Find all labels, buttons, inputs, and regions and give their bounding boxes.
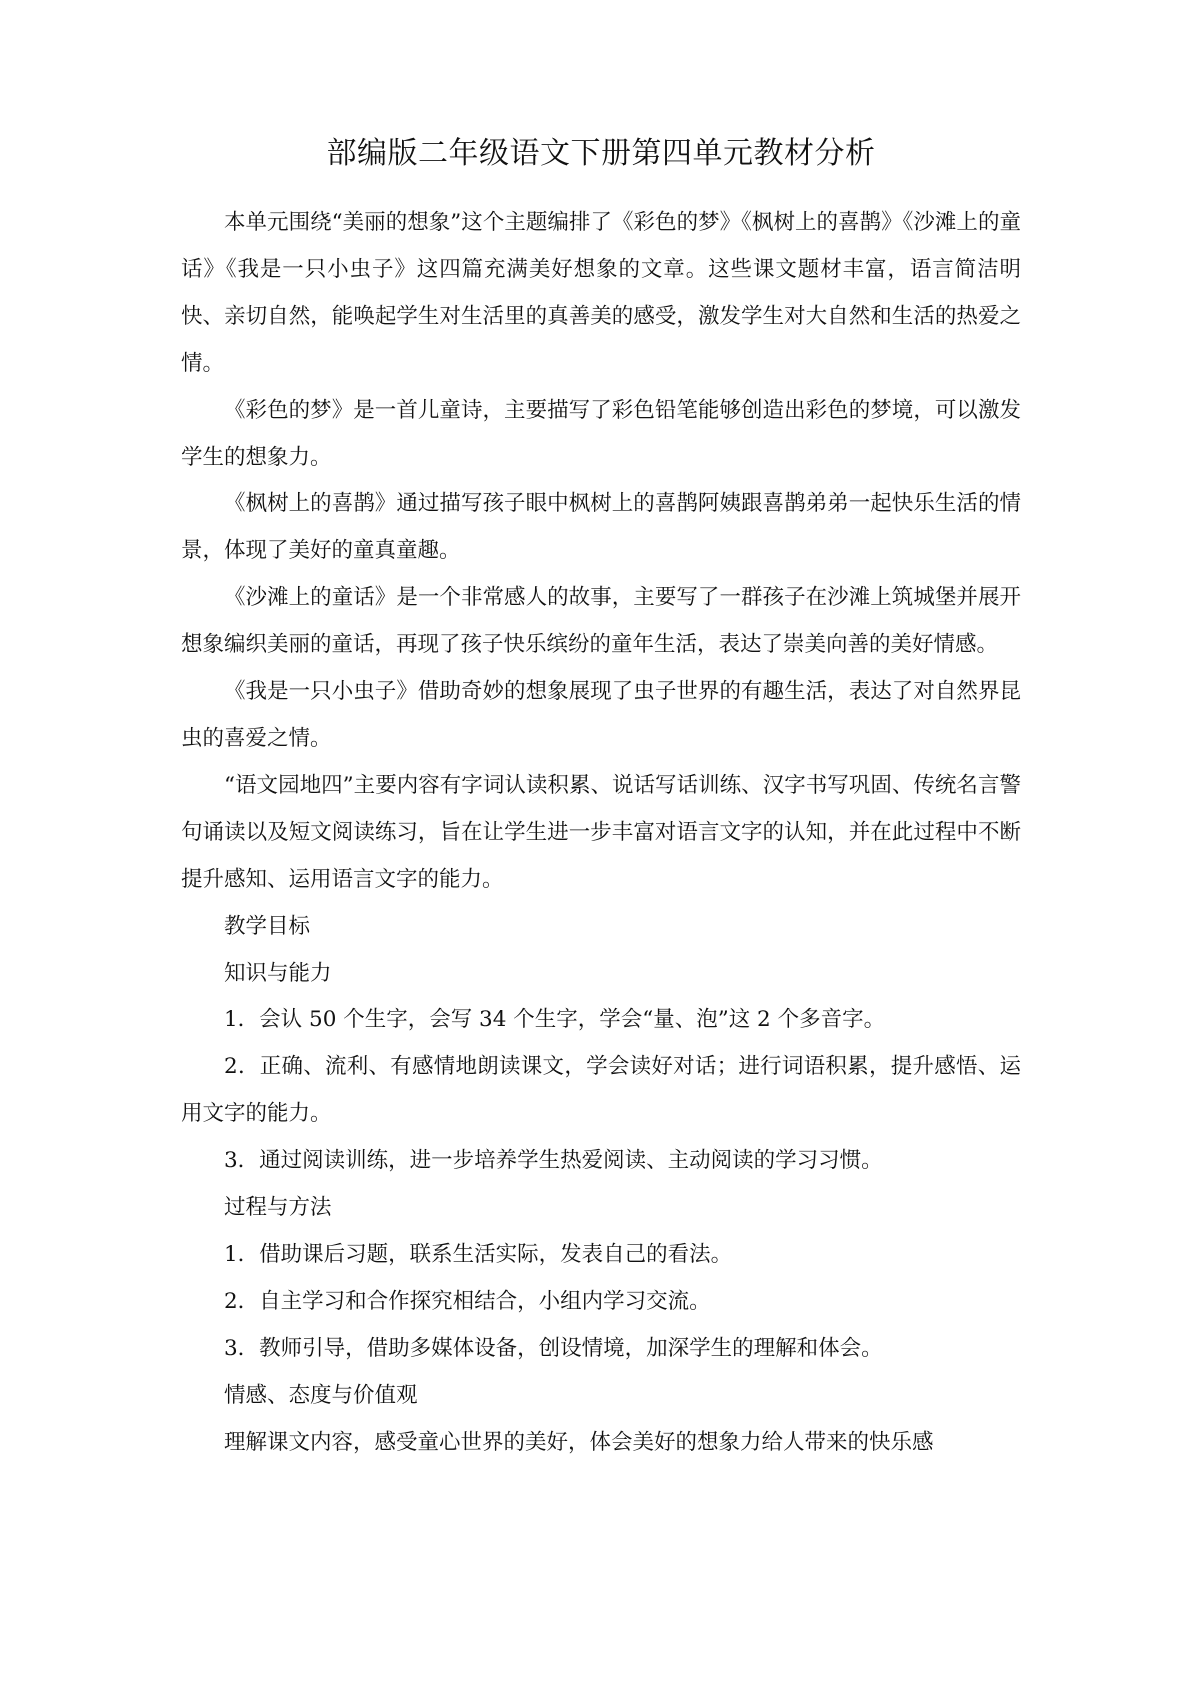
paragraph-little-bug: 《我是一只小虫子》借助奇妙的想象展现了虫子世界的有趣生活，表达了对自然界昆虫的喜爱之情。	[181, 679, 1021, 751]
document-title: 部编版二年级语文下册第四单元教材分析	[326, 136, 876, 171]
section-heading-teaching-goals: 教学目标	[224, 913, 311, 939]
document-body	[181, 200, 1021, 1466]
paragraph-colorful-dream: 《彩色的梦》是一首儿童诗，主要描写了彩色铅笔能够创造出彩色的梦境，可以激发学生的想象力。	[181, 397, 1021, 470]
list-item: 3．通过阅读训练，进一步培养学生热爱阅读、主动阅读的学习习惯。	[224, 1148, 883, 1174]
list-item: 2．自主学习和合作探究相结合，小组内学习交流。	[224, 1288, 711, 1314]
list-item: 2．正确、流利、有感情地朗读课文，学会读好对话；进行词语积累，提升感悟、运用文字的能力。	[181, 1054, 1021, 1127]
paragraph-beach-fairytale: 《沙滩上的童话》是一个非常感人的故事，主要写了一群孩子在沙滩上筑城堡并展开想象编织美丽的童话，再现了孩子快乐缤纷的童年生活，表达了崇美向善的美好情感。	[181, 585, 1021, 658]
subheading-emotion-values: 情感、态度与价值观	[224, 1382, 418, 1408]
list-item: 1．借助课后习题，联系生活实际，发表自己的看法。	[224, 1241, 733, 1267]
paragraph-values-text: 理解课文内容，感受童心世界的美好，体会美好的想象力给人带来的快乐感	[224, 1429, 934, 1455]
paragraph-chinese-garden: “语文园地四”主要内容有字词认读积累、说话写话训练、汉字书写巩固、传统名言警句诵读以及短文阅读练习，旨在让学生进一步丰富对语言文字的认知，并在此过程中不断提升感知、运用语言文字的能力。	[181, 772, 1021, 892]
subheading-knowledge-ability: 知识与能力	[224, 960, 332, 986]
document-page	[181, 0, 1021, 1684]
intro-paragraph: 本单元围绕“美丽的想象”这个主题编排了《彩色的梦》《枫树上的喜鹊》《沙滩上的童话》《我是一只小虫子》这四篇充满美好想象的文章。这些课文题材丰富，语言简洁明快、亲切自然，能唤起学生对生活里的真善美的感受，激发学生对大自然和生活的热爱之情。	[181, 210, 1021, 376]
paragraph-magpie: 《枫树上的喜鹊》通过描写孩子眼中枫树上的喜鹊阿姨跟喜鹊弟弟一起快乐生活的情景，体现了美好的童真童趣。	[181, 491, 1021, 564]
list-item: 1．会认 50 个生字，会写 34 个生字，学会“量、泡”这 2 个多音字。	[224, 1007, 886, 1033]
subheading-process-method: 过程与方法	[224, 1195, 332, 1221]
list-item: 3．教师引导，借助多媒体设备，创设情境，加深学生的理解和体会。	[224, 1335, 883, 1361]
